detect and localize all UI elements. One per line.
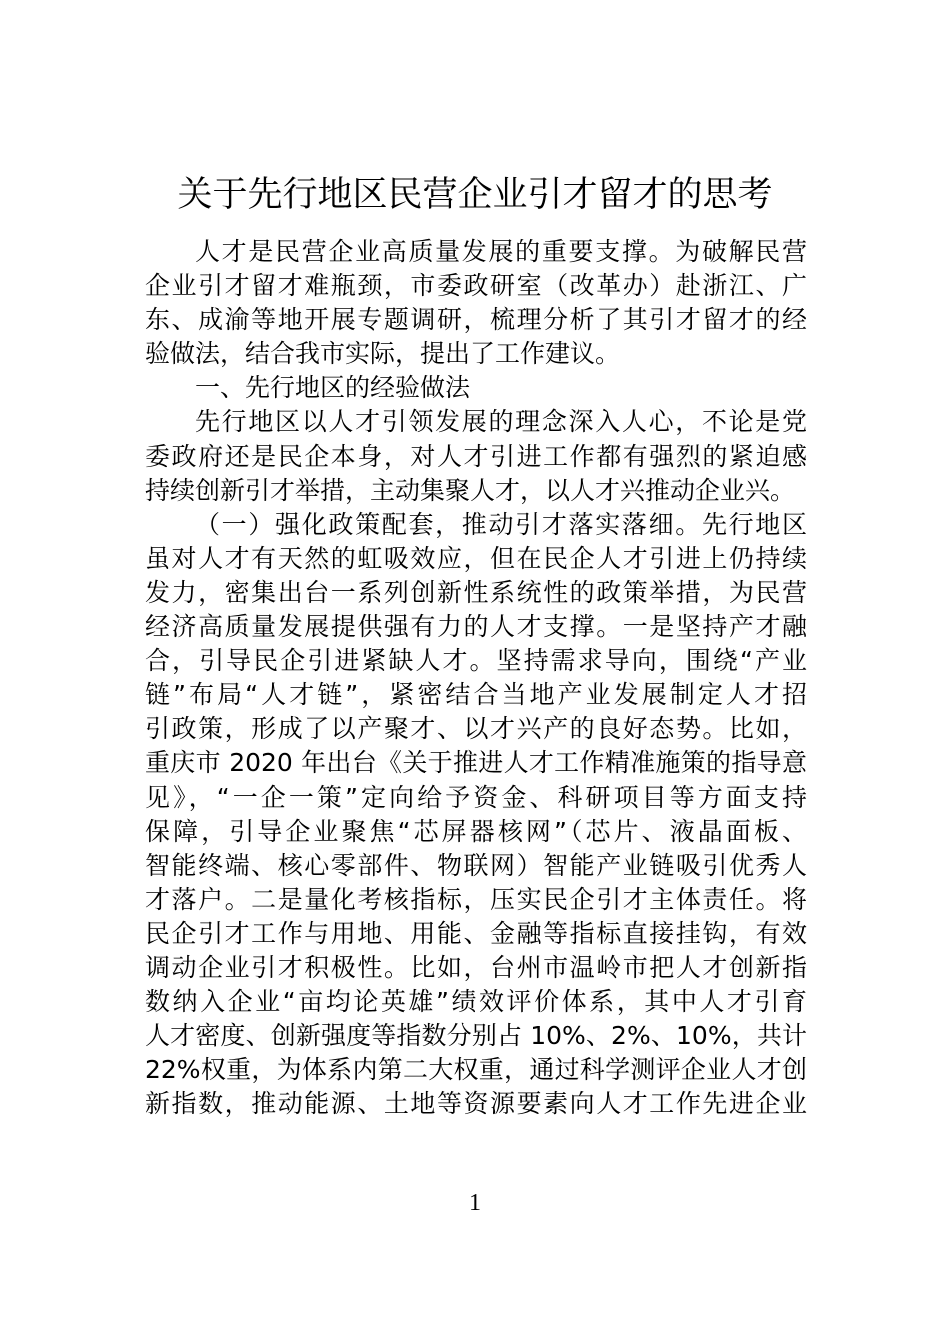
text-line: 发力，密集出台一系列创新性系统性的政策举措，为民营 bbox=[145, 577, 807, 607]
text-line: 新指数，推动能源、土地等资源要素向人才工作先进企业 bbox=[145, 1089, 807, 1119]
text-line: 人才是民营企业高质量发展的重要支撑。为破解民营 bbox=[195, 237, 807, 266]
paragraph-intro bbox=[145, 235, 807, 371]
text-line: 数纳入企业“亩均论英雄”绩效评价体系，其中人才引育 bbox=[145, 987, 807, 1017]
text-line: 企业引才留才难瓶颈，市委政研室（改革办）赴浙江、广 bbox=[145, 271, 807, 301]
text-line: 民企引才工作与用地、用能、金融等指标直接挂钩，有效 bbox=[145, 918, 807, 948]
heading-line: 一、先行地区的经验做法 bbox=[195, 373, 471, 403]
paragraph-overview bbox=[145, 405, 807, 507]
paragraph-policy bbox=[145, 508, 807, 1122]
text-line: 先行地区以人才引领发展的理念深入人心，不论是党 bbox=[195, 407, 807, 437]
text-line: 才落户。二是量化考核指标，压实民企引才主体责任。将 bbox=[145, 884, 807, 914]
text-line: （一）强化政策配套，推动引才落实落细。先行地区 bbox=[195, 509, 807, 539]
text-line: 虽对人才有天然的虹吸效应，但在民企人才引进上仍持续 bbox=[145, 543, 807, 573]
document-body bbox=[145, 235, 807, 1121]
text-line: 东、成渝等地开展专题调研，梳理分析了其引才留才的经 bbox=[145, 305, 807, 335]
text-line: 见》，“一企一策”定向给予资金、科研项目等方面支持 bbox=[145, 782, 807, 812]
text-line: 调动企业引才积极性。比如，台州市温岭市把人才创新指 bbox=[145, 952, 807, 982]
text-line: 经济高质量发展提供强有力的人才支撑。一是坚持产才融 bbox=[145, 612, 807, 642]
text-line: 保障，引导企业聚焦“芯屏器核网”（芯片、液晶面板、 bbox=[145, 816, 807, 846]
text-line: 22%权重，为体系内第二大权重，通过科学测评企业人才创 bbox=[145, 1055, 807, 1085]
text-line: 智能终端、核心零部件、物联网）智能产业链吸引优秀人 bbox=[145, 850, 807, 880]
text-line: 委政府还是民企本身，对人才引进工作都有强烈的紧迫感 bbox=[145, 441, 807, 471]
document-title: 关于先行地区民营企业引才留才的思考 bbox=[177, 175, 773, 215]
page-number: 1 bbox=[469, 1190, 481, 1216]
text-line: 人才密度、创新强度等指数分别占 10%、2%、10%，共计 bbox=[145, 1021, 807, 1051]
text-line: 合，引导民企引进紧缺人才。坚持需求导向，围绕“产业 bbox=[145, 646, 807, 676]
text-line: 引政策，形成了以产聚才、以才兴产的良好态势。比如， bbox=[145, 714, 807, 744]
section-heading bbox=[145, 371, 807, 405]
text-line: 链”布局“人才链”，紧密结合当地产业发展制定人才招 bbox=[145, 680, 807, 710]
text-line: 重庆市 2020 年出台《关于推进人才工作精准施策的指导意 bbox=[145, 748, 807, 778]
text-line: 验做法，结合我市实际，提出了工作建议。 bbox=[145, 339, 621, 369]
text-line: 持续创新引才举措，主动集聚人才，以人才兴推动企业兴。 bbox=[145, 475, 796, 505]
